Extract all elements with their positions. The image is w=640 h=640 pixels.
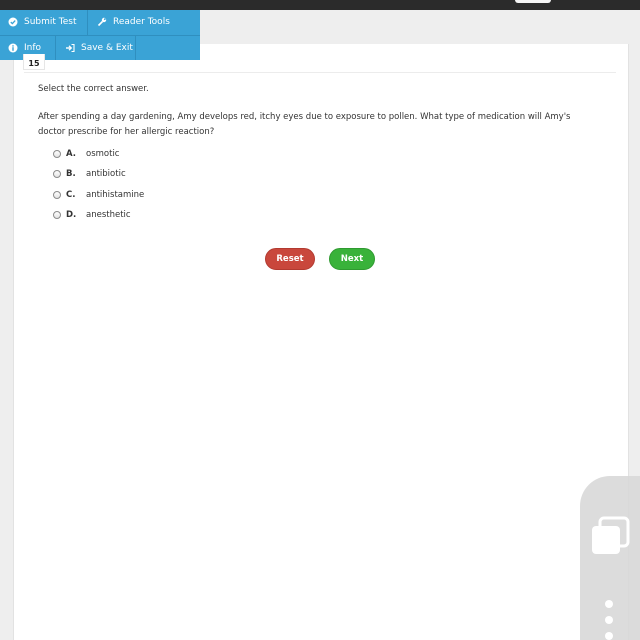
submit-test-label: Submit Test <box>24 17 77 27</box>
option-letter: D. <box>66 210 77 220</box>
reader-tools-label: Reader Tools <box>113 17 170 27</box>
overflow-dot <box>605 616 613 624</box>
next-button[interactable]: Next <box>329 248 375 270</box>
reader-tools-button[interactable] <box>89 10 200 34</box>
option-letter: C. <box>66 190 76 200</box>
sign-out-icon <box>65 43 75 53</box>
option-letter: B. <box>66 169 76 179</box>
test-toolbar <box>0 10 200 60</box>
copy-icon[interactable] <box>590 516 630 556</box>
answer-option-a[interactable] <box>53 147 119 161</box>
question-text: After spending a day gardening, Amy develops red, itchy eyes due to exposure to pollen. What type of medication will Amy's doctor prescribe for her allergic reaction? <box>38 112 571 137</box>
question-instruction: Select the correct answer. <box>38 84 149 94</box>
toolbar-divider <box>135 36 136 60</box>
question-number: 15 <box>23 54 45 70</box>
top-bar-tab <box>515 0 551 3</box>
wrench-icon <box>97 17 107 27</box>
info-label: Info <box>24 43 42 53</box>
save-exit-label: Save & Exit <box>81 43 133 53</box>
check-circle-icon <box>8 17 18 27</box>
answer-option-b[interactable] <box>53 167 126 181</box>
save-exit-button[interactable] <box>57 36 135 60</box>
info-circle-icon <box>8 43 18 53</box>
answer-option-d[interactable] <box>53 208 131 222</box>
option-letter: A. <box>66 149 76 159</box>
overflow-dot <box>605 632 613 640</box>
radio-button[interactable] <box>53 191 61 199</box>
option-text: osmotic <box>86 149 120 159</box>
radio-button[interactable] <box>53 211 61 219</box>
option-text: anesthetic <box>86 210 131 220</box>
top-bar <box>0 0 640 10</box>
toolbar-divider <box>87 10 88 35</box>
option-text: antibiotic <box>86 169 126 179</box>
reset-button[interactable]: Reset <box>265 248 315 270</box>
radio-button[interactable] <box>53 150 61 158</box>
radio-button[interactable] <box>53 170 61 178</box>
toolbar-divider <box>55 36 56 60</box>
header-divider <box>24 72 616 73</box>
answer-option-c[interactable] <box>53 188 144 202</box>
overflow-dot <box>605 600 613 608</box>
option-text: antihistamine <box>86 190 145 200</box>
submit-test-button[interactable] <box>0 10 87 34</box>
